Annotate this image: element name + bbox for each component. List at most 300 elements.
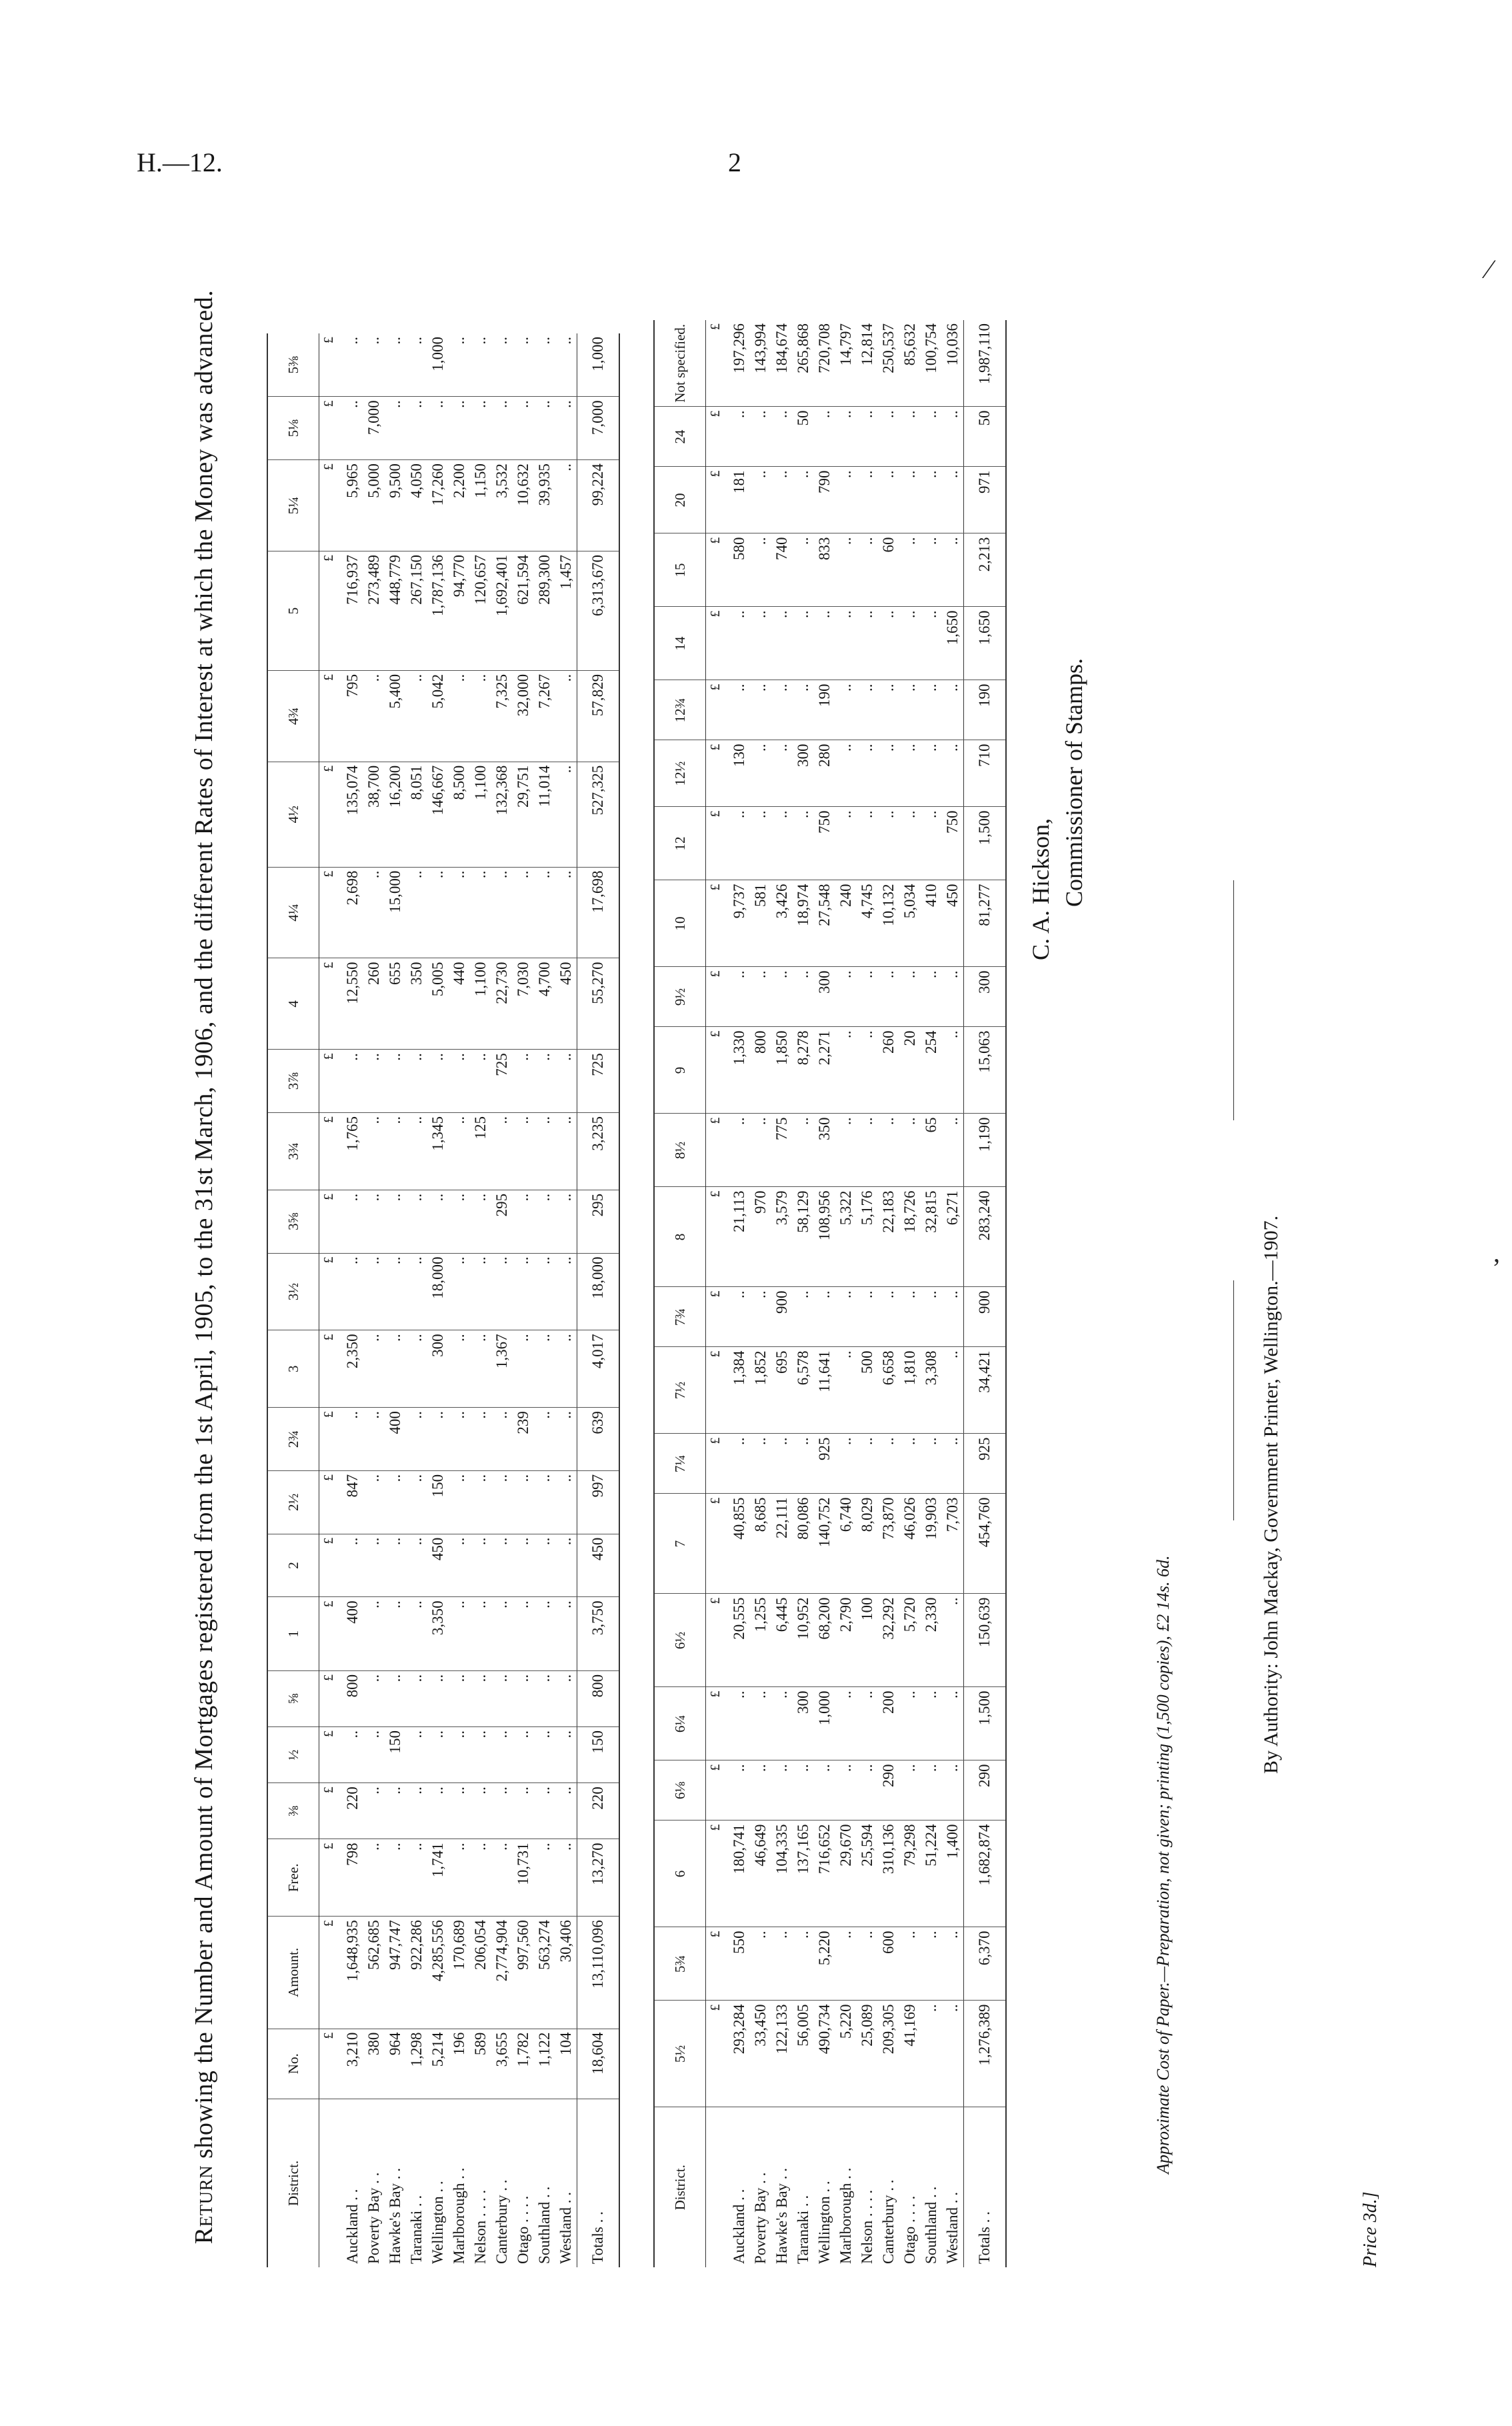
- value-cell: 94,770: [449, 551, 470, 670]
- value-cell: ..: [555, 1597, 577, 1671]
- value-cell: ..: [750, 1287, 771, 1347]
- value-cell: ..: [878, 607, 899, 680]
- column-header: 1: [267, 1597, 319, 1671]
- value-cell: 847: [342, 1470, 363, 1534]
- column-header: 3½: [267, 1253, 319, 1330]
- totals-cell: 295: [577, 1190, 620, 1253]
- district-cell: Taranaki . .: [795, 2195, 811, 2264]
- value-cell: ..: [793, 1760, 814, 1821]
- value-cell: ..: [921, 533, 942, 607]
- value-cell: ..: [857, 533, 878, 607]
- value-cell: ..: [555, 1670, 577, 1726]
- column-header: 4: [267, 958, 319, 1050]
- value-cell: 5,220: [814, 1927, 835, 2001]
- column-header: 4½: [267, 762, 319, 867]
- value-cell: ..: [921, 1287, 942, 1347]
- value-cell: 21,113: [729, 1187, 750, 1287]
- value-cell: ..: [857, 1287, 878, 1347]
- value-cell: ..: [555, 1783, 577, 1839]
- mortgage-table-2: [653, 320, 1007, 2267]
- value-cell: ..: [406, 1408, 427, 1471]
- value-cell: 220: [342, 1783, 363, 1839]
- value-cell: 206,054: [470, 1917, 491, 2029]
- value-cell: ..: [814, 1760, 835, 1821]
- value-cell: ..: [534, 1470, 555, 1534]
- value-cell: 9,737: [729, 880, 750, 967]
- unit-cell: £: [319, 1597, 343, 1671]
- value-cell: ..: [857, 1434, 878, 1494]
- unit-cell: £: [319, 1050, 343, 1113]
- value-cell: ..: [427, 1783, 449, 1839]
- value-cell: ..: [406, 1727, 427, 1783]
- value-cell: 130: [729, 740, 750, 807]
- table-row: [921, 320, 942, 2267]
- value-cell: ..: [427, 1670, 449, 1726]
- column-header: 12½: [654, 740, 706, 807]
- totals-cell: 2,213: [964, 533, 1007, 607]
- column-header: 10: [654, 880, 706, 967]
- value-cell: ..: [729, 1434, 750, 1494]
- value-cell: ..: [857, 680, 878, 740]
- value-cell: ..: [534, 1839, 555, 1917]
- value-cell: 450: [555, 958, 577, 1050]
- value-cell: ..: [555, 1470, 577, 1534]
- value-cell: 1,367: [491, 1330, 513, 1408]
- value-cell: 6,445: [771, 1594, 793, 1687]
- value-cell: ..: [470, 1190, 491, 1253]
- cost-note: Approximate Cost of Paper.—Preparation, not given; printing (1,500 copies), £2 14s. 6d.: [1153, 1555, 1173, 2174]
- value-cell: ..: [470, 1408, 491, 1471]
- value-cell: 16,200: [385, 762, 406, 867]
- value-cell: ..: [942, 467, 964, 533]
- column-header: 12¾: [654, 680, 706, 740]
- district-cell: Nelson . . . .: [859, 2189, 875, 2264]
- value-cell: 440: [449, 958, 470, 1050]
- unit-cell: £: [706, 607, 729, 680]
- value-cell: ..: [878, 1287, 899, 1347]
- column-header: Amount.: [267, 1917, 319, 2029]
- value-cell: ..: [385, 1253, 406, 1330]
- value-cell: ..: [942, 1287, 964, 1347]
- value-cell: 46,649: [750, 1821, 771, 1927]
- column-header: 6½: [654, 1594, 706, 1687]
- value-cell: ..: [899, 1434, 921, 1494]
- title-prefix: Return: [190, 2165, 218, 2245]
- value-cell: 5,005: [427, 958, 449, 1050]
- district-cell: Canterbury . .: [493, 2179, 510, 2264]
- value-cell: 5,000: [363, 460, 385, 551]
- column-header: 3¾: [267, 1113, 319, 1190]
- unit-cell: £: [319, 1470, 343, 1534]
- value-cell: 450: [942, 880, 964, 967]
- value-cell: 280: [814, 740, 835, 807]
- value-cell: ..: [513, 1113, 534, 1190]
- value-cell: 450: [427, 1534, 449, 1597]
- value-cell: ..: [406, 1534, 427, 1597]
- value-cell: ..: [513, 1534, 534, 1597]
- value-cell: ..: [771, 1434, 793, 1494]
- value-cell: ..: [534, 1727, 555, 1783]
- value-cell: ..: [513, 1050, 534, 1113]
- value-cell: ..: [942, 2001, 964, 2107]
- district-cell: Marlborough . .: [451, 2167, 467, 2264]
- value-cell: 490,734: [814, 2001, 835, 2107]
- table-row: [385, 333, 406, 2267]
- value-cell: 5,176: [857, 1187, 878, 1287]
- value-cell: ..: [555, 1839, 577, 1917]
- value-cell: 150: [385, 1727, 406, 1783]
- value-cell: ..: [449, 1113, 470, 1190]
- column-header: 5⅛: [267, 397, 319, 460]
- value-cell: 180,741: [729, 1821, 750, 1927]
- value-cell: 900: [771, 1287, 793, 1347]
- totals-cell: 55,270: [577, 958, 620, 1050]
- value-cell: ..: [942, 1027, 964, 1114]
- value-cell: ..: [406, 1470, 427, 1534]
- totals-cell: 1,682,874: [964, 1821, 1007, 1927]
- value-cell: 1,457: [555, 551, 577, 670]
- totals-cell: 17,698: [577, 867, 620, 958]
- value-cell: ..: [449, 1408, 470, 1471]
- value-cell: ..: [406, 397, 427, 460]
- value-cell: ..: [750, 407, 771, 467]
- value-cell: ..: [555, 460, 577, 551]
- value-cell: 25,594: [857, 1821, 878, 1927]
- value-cell: 56,005: [793, 2001, 814, 2107]
- value-cell: 100,754: [921, 320, 942, 407]
- unit-cell: £: [706, 467, 729, 533]
- value-cell: 200: [878, 1687, 899, 1760]
- value-cell: ..: [750, 680, 771, 740]
- value-cell: ..: [449, 1783, 470, 1839]
- value-cell: 4,285,556: [427, 1917, 449, 2029]
- value-cell: ..: [385, 1597, 406, 1671]
- value-cell: ..: [857, 807, 878, 880]
- margin-mark: ,: [1493, 1238, 1500, 1268]
- column-header: 24: [654, 407, 706, 467]
- value-cell: ..: [406, 333, 427, 397]
- value-cell: ..: [449, 670, 470, 762]
- value-cell: ..: [385, 1113, 406, 1190]
- value-cell: 22,183: [878, 1187, 899, 1287]
- value-cell: ..: [878, 967, 899, 1027]
- totals-cell: 15,063: [964, 1027, 1007, 1114]
- unit-cell: £: [319, 1330, 343, 1408]
- column-header: District.: [654, 2107, 706, 2267]
- column-header: 3⅞: [267, 1050, 319, 1113]
- column-header: 9: [654, 1027, 706, 1114]
- value-cell: ..: [835, 680, 857, 740]
- unit-cell: £: [706, 1347, 729, 1434]
- table-row: [470, 333, 491, 2267]
- margin-mark: ⁄: [1487, 254, 1491, 284]
- value-cell: ..: [835, 1434, 857, 1494]
- value-cell: 1,787,136: [427, 551, 449, 670]
- value-cell: 300: [427, 1330, 449, 1408]
- value-cell: ..: [513, 1253, 534, 1330]
- value-cell: 1,255: [750, 1594, 771, 1687]
- signature-title: Commissioner of Stamps.: [1061, 658, 1087, 907]
- value-cell: 947,747: [385, 1917, 406, 2029]
- value-cell: ..: [470, 1470, 491, 1534]
- table-row: [406, 333, 427, 2267]
- value-cell: 400: [385, 1408, 406, 1471]
- totals-cell: 1,000: [577, 333, 620, 397]
- value-cell: ..: [491, 1534, 513, 1597]
- unit-cell: £: [706, 1434, 729, 1494]
- value-cell: 104,335: [771, 1821, 793, 1927]
- value-cell: ..: [534, 1253, 555, 1330]
- district-cell: Wellington . .: [816, 2181, 833, 2264]
- value-cell: ..: [942, 1687, 964, 1760]
- unit-cell: £: [319, 1253, 343, 1330]
- column-header: 7¼: [654, 1434, 706, 1494]
- value-cell: 170,689: [449, 1917, 470, 2029]
- totals-cell: 971: [964, 467, 1007, 533]
- value-cell: 1,782: [513, 2029, 534, 2099]
- value-cell: ..: [921, 467, 942, 533]
- value-cell: ..: [921, 1434, 942, 1494]
- value-cell: ..: [899, 533, 921, 607]
- value-cell: 12,814: [857, 320, 878, 407]
- column-header: 5¾: [654, 1927, 706, 2001]
- value-cell: ..: [534, 1190, 555, 1253]
- value-cell: 29,751: [513, 762, 534, 867]
- value-cell: ..: [750, 1434, 771, 1494]
- value-cell: ..: [835, 607, 857, 680]
- table-row: [491, 333, 513, 2267]
- totals-cell: 99,224: [577, 460, 620, 551]
- value-cell: ..: [406, 1050, 427, 1113]
- value-cell: 10,036: [942, 320, 964, 407]
- table-row: [342, 333, 363, 2267]
- value-cell: ..: [491, 1839, 513, 1917]
- district-cell: Poverty Bay . .: [752, 2172, 769, 2264]
- value-cell: ..: [491, 1253, 513, 1330]
- value-cell: 6,658: [878, 1347, 899, 1434]
- value-cell: ..: [899, 407, 921, 467]
- district-cell: Hawke's Bay . .: [387, 2167, 403, 2264]
- value-cell: ..: [363, 1670, 385, 1726]
- value-cell: 132,368: [491, 762, 513, 867]
- value-cell: 18,000: [427, 1253, 449, 1330]
- district-cell: Marlborough . .: [837, 2167, 854, 2264]
- column-header: 7½: [654, 1347, 706, 1434]
- value-cell: ..: [835, 1114, 857, 1187]
- table-row: [363, 333, 385, 2267]
- value-cell: ..: [406, 1330, 427, 1408]
- value-cell: ..: [878, 807, 899, 880]
- column-header: 2: [267, 1534, 319, 1597]
- value-cell: 350: [814, 1114, 835, 1187]
- value-cell: 190: [814, 680, 835, 740]
- value-cell: 5,042: [427, 670, 449, 762]
- table-row: [771, 320, 793, 2267]
- value-cell: ..: [406, 670, 427, 762]
- value-cell: 300: [793, 740, 814, 807]
- value-cell: 38,700: [363, 762, 385, 867]
- value-cell: 25,089: [857, 2001, 878, 2107]
- value-cell: ..: [470, 1670, 491, 1726]
- value-cell: ..: [857, 740, 878, 807]
- column-header: 4¾: [267, 670, 319, 762]
- table-row: [878, 320, 899, 2267]
- value-cell: ..: [385, 1330, 406, 1408]
- value-cell: ..: [771, 680, 793, 740]
- value-cell: 775: [771, 1114, 793, 1187]
- value-cell: 65: [921, 1114, 942, 1187]
- column-header: 6: [654, 1821, 706, 1927]
- value-cell: 580: [729, 533, 750, 607]
- footer-rule-right: [1233, 880, 1234, 1120]
- column-header: 3⅝: [267, 1190, 319, 1253]
- column-header: 12: [654, 807, 706, 880]
- totals-cell: 190: [964, 680, 1007, 740]
- value-cell: ..: [814, 607, 835, 680]
- value-cell: 197,296: [729, 320, 750, 407]
- value-cell: 22,111: [771, 1494, 793, 1594]
- value-cell: 3,210: [342, 2029, 363, 2099]
- value-cell: 2,200: [449, 460, 470, 551]
- totals-cell: 800: [577, 1670, 620, 1726]
- value-cell: ..: [406, 1839, 427, 1917]
- value-cell: ..: [534, 333, 555, 397]
- value-cell: 146,667: [427, 762, 449, 867]
- value-cell: ..: [857, 407, 878, 467]
- value-cell: ..: [835, 807, 857, 880]
- totals-cell: 997: [577, 1470, 620, 1534]
- value-cell: ..: [385, 1050, 406, 1113]
- value-cell: ..: [342, 1253, 363, 1330]
- value-cell: 5,322: [835, 1187, 857, 1287]
- value-cell: ..: [835, 1687, 857, 1760]
- value-cell: ..: [942, 1114, 964, 1187]
- value-cell: ..: [555, 1727, 577, 1783]
- value-cell: 8,051: [406, 762, 427, 867]
- value-cell: ..: [449, 1839, 470, 1917]
- value-cell: 17,260: [427, 460, 449, 551]
- value-cell: ..: [342, 1534, 363, 1597]
- table-row: [449, 333, 470, 2267]
- value-cell: ..: [470, 1839, 491, 1917]
- value-cell: ..: [857, 467, 878, 533]
- totals-cell: 6,370: [964, 1927, 1007, 2001]
- value-cell: 80,086: [793, 1494, 814, 1594]
- value-cell: ..: [427, 1727, 449, 1783]
- value-cell: ..: [750, 967, 771, 1027]
- unit-cell: £: [319, 551, 343, 670]
- value-cell: ..: [793, 1434, 814, 1494]
- value-cell: ..: [857, 1687, 878, 1760]
- value-cell: ..: [835, 1027, 857, 1114]
- value-cell: ..: [363, 333, 385, 397]
- value-cell: 5,220: [835, 2001, 857, 2107]
- value-cell: 3,655: [491, 2029, 513, 2099]
- value-cell: ..: [729, 1687, 750, 1760]
- district-cell: Westland . .: [944, 2191, 961, 2264]
- table-row: [513, 333, 534, 2267]
- value-cell: ..: [555, 1253, 577, 1330]
- value-cell: ..: [470, 1050, 491, 1113]
- value-cell: 1,400: [942, 1821, 964, 1927]
- value-cell: ..: [729, 680, 750, 740]
- unit-cell: £: [706, 807, 729, 880]
- unit-cell: £: [706, 1594, 729, 1687]
- district-cell: Otago . . . .: [901, 2195, 918, 2264]
- value-cell: 925: [814, 1434, 835, 1494]
- value-cell: ..: [427, 1050, 449, 1113]
- value-cell: 5,214: [427, 2029, 449, 2099]
- value-cell: 5,400: [385, 670, 406, 762]
- value-cell: ..: [921, 607, 942, 680]
- value-cell: 997,560: [513, 1917, 534, 2029]
- value-cell: 410: [921, 880, 942, 967]
- column-header: 8: [654, 1187, 706, 1287]
- totals-cell: 50: [964, 407, 1007, 467]
- value-cell: ..: [750, 533, 771, 607]
- value-cell: 750: [942, 807, 964, 880]
- value-cell: ..: [835, 1287, 857, 1347]
- district-cell: Taranaki . .: [408, 2195, 425, 2264]
- title-text: showing the Number and Amount of Mortgages registered from the 1st April, 1905, to the 31st March, 1906, and the different Rates of Interest at which the Money was advanced.: [190, 289, 218, 2159]
- value-cell: ..: [449, 397, 470, 460]
- value-cell: ..: [942, 407, 964, 467]
- value-cell: ..: [555, 867, 577, 958]
- value-cell: 15,000: [385, 867, 406, 958]
- totals-row: [577, 333, 620, 2267]
- value-cell: ..: [835, 407, 857, 467]
- value-cell: ..: [750, 1927, 771, 2001]
- totals-cell: 18,000: [577, 1253, 620, 1330]
- value-cell: ..: [942, 1760, 964, 1821]
- value-cell: 14,797: [835, 320, 857, 407]
- unit-cell: £: [319, 2029, 343, 2099]
- value-cell: ..: [771, 740, 793, 807]
- value-cell: 1,810: [899, 1347, 921, 1434]
- value-cell: ..: [342, 1050, 363, 1113]
- value-cell: 7,267: [534, 670, 555, 762]
- value-cell: ..: [771, 1760, 793, 1821]
- unit-cell: [319, 2099, 343, 2267]
- value-cell: 1,330: [729, 1027, 750, 1114]
- value-cell: ..: [942, 1347, 964, 1434]
- value-cell: 1,648,935: [342, 1917, 363, 2029]
- value-cell: ..: [857, 1114, 878, 1187]
- value-cell: ..: [729, 1114, 750, 1187]
- value-cell: ..: [449, 1050, 470, 1113]
- column-header: 20: [654, 467, 706, 533]
- value-cell: 2,790: [835, 1594, 857, 1687]
- district-cell: Auckland . .: [344, 2189, 361, 2264]
- column-header: 2½: [267, 1470, 319, 1534]
- value-cell: 32,000: [513, 670, 534, 762]
- value-cell: ..: [729, 607, 750, 680]
- mortgage-table-1: [267, 333, 620, 2267]
- value-cell: ..: [878, 467, 899, 533]
- value-cell: ..: [942, 1434, 964, 1494]
- totals-cell: 1,276,389: [964, 2001, 1007, 2107]
- value-cell: ..: [342, 397, 363, 460]
- value-cell: 33,450: [750, 2001, 771, 2107]
- value-cell: ..: [534, 1534, 555, 1597]
- value-cell: 750: [814, 807, 835, 880]
- value-cell: 184,674: [771, 320, 793, 407]
- value-cell: ..: [363, 1470, 385, 1534]
- totals-cell: 13,110,096: [577, 1917, 620, 2029]
- value-cell: ..: [513, 1330, 534, 1408]
- value-cell: ..: [513, 1597, 534, 1671]
- table-row: [814, 320, 835, 2267]
